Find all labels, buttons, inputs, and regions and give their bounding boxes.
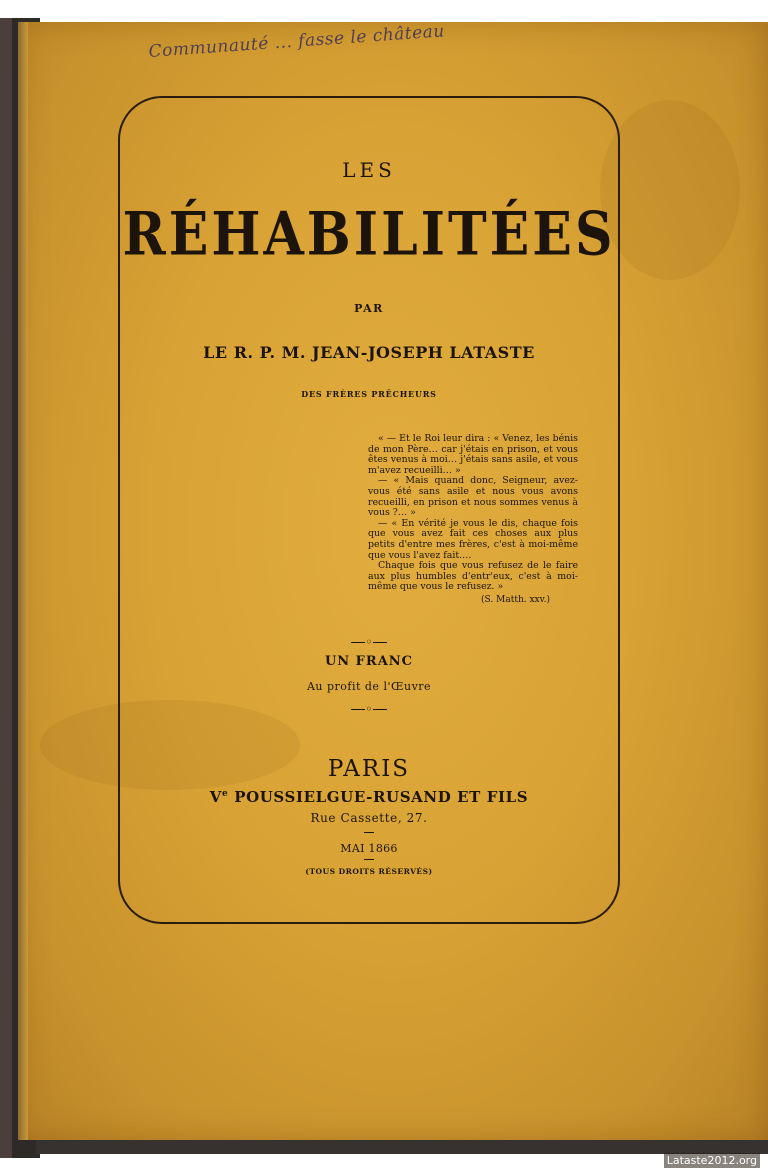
price-note: Au profit de l'Œuvre: [306, 680, 432, 693]
epigraph-paragraph: « — Et le Roi leur dira : « Venez, les bénis de mon Père… car j'étais en prison, et vous êtes venus à moi… j'étais sans asile, et vous m'avez recueilli… »: [368, 433, 578, 476]
title-article: LES: [342, 158, 396, 182]
by-label: PAR: [354, 302, 384, 315]
publisher-name: [118, 788, 620, 806]
handwritten-note: Communauté ... fasse le château: [148, 21, 446, 62]
author-order: DES FRÈRES PRÊCHEURS: [301, 389, 437, 399]
paper-stain: [600, 100, 740, 280]
watermark: Lataste2012.org: [664, 1153, 760, 1168]
publisher-address: Rue Cassette, 27.: [310, 811, 428, 825]
publisher-text: POUSSIELGUE-RUSAND ET FILS: [234, 788, 529, 806]
epigraph-paragraph: — « En vérité je vous le dis, chaque fois que vous avez fait ces choses aux plus petits d'entre mes frères, c'est à moi-même que vous l'avez fait.…: [368, 517, 578, 561]
rights-notice: (TOUS DROITS RÉSERVÉS): [118, 866, 620, 876]
epigraph-citation: (S. Matth. xxv.): [481, 594, 550, 605]
publisher-prefix-sup: e: [222, 789, 229, 799]
ornament-divider: ◦: [118, 703, 620, 715]
ornament-divider: ◦: [118, 636, 620, 648]
price-label: UN FRANC: [324, 654, 414, 669]
author-name: LE R. P. M. JEAN-JOSEPH LATASTE: [203, 343, 535, 362]
book-title: RÉHABILITÉES: [122, 199, 616, 270]
epigraph-paragraph: Chaque fois que vous refusez de le faire aux plus humbles d'entr'eux, c'est à moi-même que vous le refusez. »: [368, 560, 578, 593]
backing-board-edge: [0, 18, 12, 1158]
epigraph-paragraph: — « Mais quand donc, Seigneur, avez-vous été sans asile et nous vous avons recueilli, en prison et nous sommes venus à vous ?… »: [368, 475, 578, 519]
publisher-prefix: V: [209, 788, 223, 806]
cover-spine-edge: [18, 22, 28, 1140]
epigraph: [368, 434, 578, 606]
publication-date: MAI 1866: [118, 838, 620, 855]
imprint-city: PARIS: [327, 756, 411, 782]
